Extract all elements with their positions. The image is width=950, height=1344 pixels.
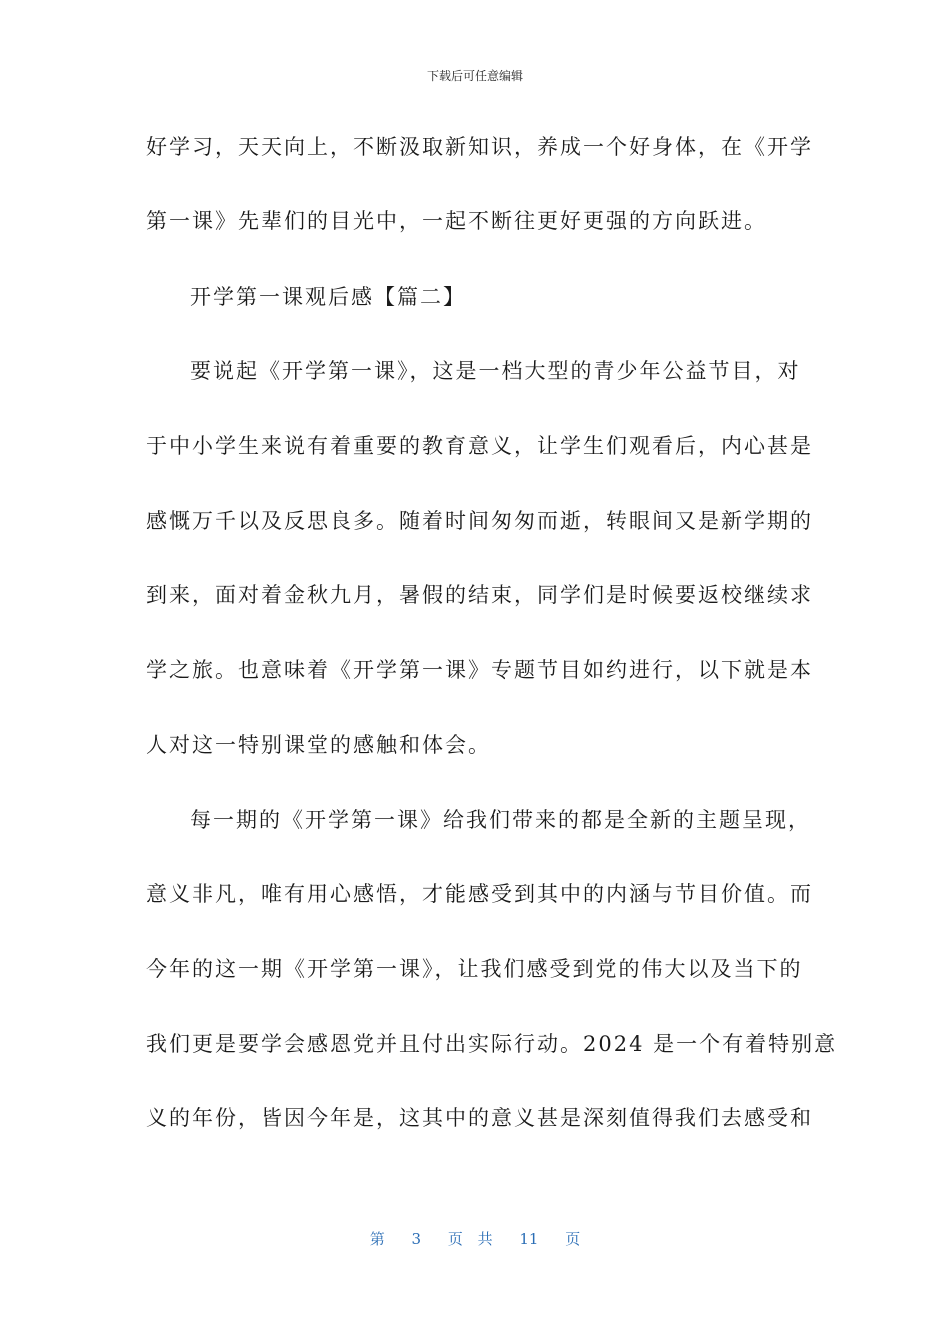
paragraph-line: 人对这一特别课堂的感触和体会。 bbox=[146, 733, 491, 757]
paragraph-line: 好学习，天天向上，不断汲取新知识，养成一个好身体，在《开学 bbox=[146, 135, 813, 159]
section-heading: 开学第一课观后感【篇二】 bbox=[190, 285, 466, 309]
paragraph-line: 今年的这一期《开学第一课》，让我们感受到党的伟大以及当下的 bbox=[146, 957, 803, 981]
paragraph-line: 于中小学生来说有着重要的教育意义，让学生们观看后，内心甚是 bbox=[146, 434, 813, 458]
paragraph-line: 第一课》先辈们的目光中，一起不断往更好更强的方向跃进。 bbox=[146, 209, 767, 233]
footer-label-di: 第 bbox=[369, 1230, 385, 1248]
paragraph-line: 感慨万千以及反思良多。随着时间匆匆而逝，转眼间又是新学期的 bbox=[146, 509, 813, 533]
paragraph-line: 要说起《开学第一课》，这是一档大型的青少年公益节目，对 bbox=[190, 359, 801, 383]
paragraph-line: 义的年份，皆因今年是，这其中的意义甚是深刻值得我们去感受和 bbox=[146, 1106, 813, 1130]
footer-label-ye-gong: 页 共 bbox=[447, 1230, 493, 1248]
paragraph-line: 到来，面对着金秋九月，暑假的结束，同学们是时候要返校继续求 bbox=[146, 583, 813, 607]
total-page-number: 11 bbox=[519, 1230, 539, 1248]
paragraph-line: 每一期的《开学第一课》给我们带来的都是全新的主题呈现， bbox=[190, 808, 811, 832]
current-page-number: 3 bbox=[411, 1230, 422, 1248]
page-header: 下载后可任意编辑 bbox=[426, 69, 523, 83]
paragraph-line: 意义非凡，唯有用心感悟，才能感受到其中的内涵与节目价值。而 bbox=[146, 882, 813, 906]
page-footer bbox=[0, 1228, 950, 1249]
footer-label-ye: 页 bbox=[565, 1230, 581, 1248]
paragraph-line: 学之旅。也意味着《开学第一课》专题节目如约进行，以下就是本 bbox=[146, 658, 813, 682]
paragraph-line: 我们更是要学会感恩党并且付出实际行动。2024 是一个有着特别意 bbox=[146, 1032, 838, 1056]
